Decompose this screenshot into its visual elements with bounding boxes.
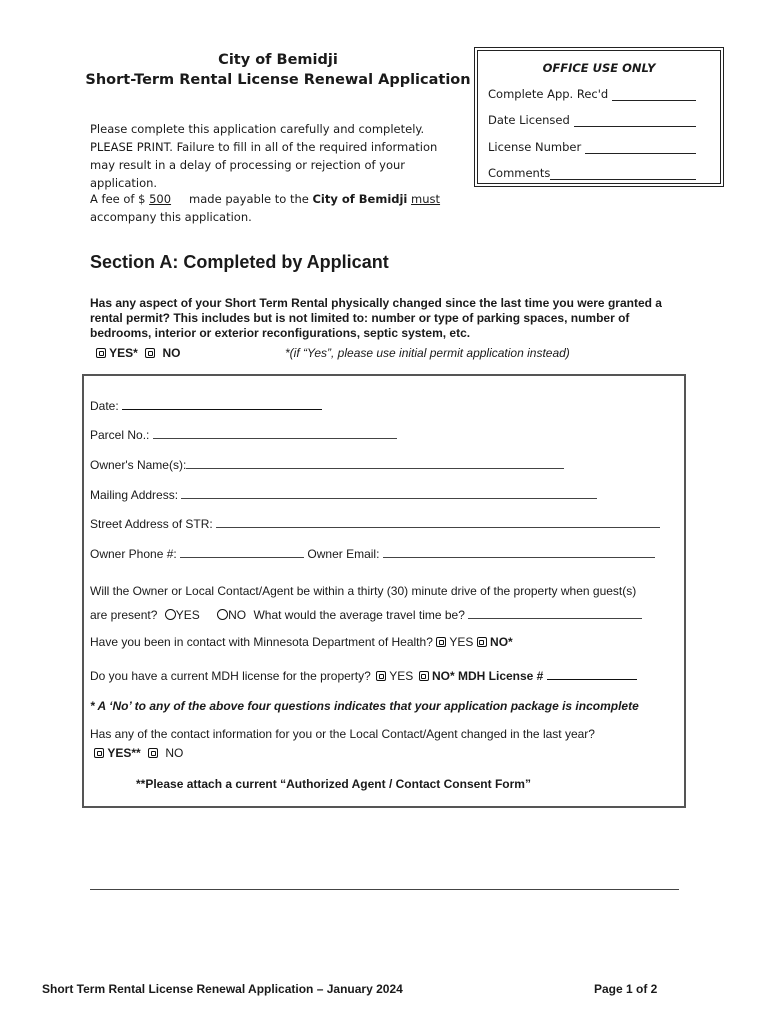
license-number-label: License Number — [488, 140, 582, 154]
mdh-license-yes-label: YES — [389, 669, 414, 683]
mdh-contact-no-label: NO* — [490, 635, 513, 649]
mdh-license-yes-checkbox[interactable] — [376, 671, 386, 681]
street-field[interactable] — [216, 516, 660, 528]
fee-payee: City of Bemidji — [312, 192, 408, 206]
travel-label: What would the average travel time be? — [253, 608, 465, 622]
attach-form-note: **Please attach a current “Authorized Agent / Contact Consent Form” — [136, 777, 531, 791]
parcel-field[interactable] — [153, 427, 397, 439]
contact-changed-no-label: NO — [165, 746, 184, 760]
instructions-text: Please complete this application carefully and completely. PLEASE PRINT. Failure to fill in all of the required information may result in a delay of processing or rejection of your application. — [90, 122, 438, 190]
drive-no-label: NO — [228, 608, 247, 622]
drive-question-line1: Will the Owner or Local Contact/Agent be within a thirty (30) minute drive of the property when guest(s) — [90, 584, 637, 598]
changed-yes-checkbox[interactable] — [96, 348, 106, 358]
drive-question-label: are present? — [90, 608, 158, 622]
contact-changed-no-checkbox[interactable] — [148, 748, 158, 758]
fee-middle: made payable to the — [189, 192, 313, 206]
changed-no-label: NO — [162, 346, 181, 360]
mdh-license-no-label: NO* MDH License # — [431, 669, 544, 683]
fee-suffix: accompany this application. — [90, 210, 252, 224]
date-licensed-label: Date Licensed — [488, 113, 570, 127]
changed-note: *(if “Yes”, please use initial permit application instead) — [285, 346, 570, 360]
drive-yes-label: YES — [175, 608, 200, 622]
complete-app-row — [488, 87, 696, 101]
fee-prefix: A fee of $ — [90, 192, 150, 206]
mdh-contact-no-checkbox[interactable] — [477, 637, 487, 647]
date-field[interactable] — [122, 398, 322, 410]
license-number-row — [488, 140, 696, 154]
office-use-title: OFFICE USE ONLY — [542, 61, 656, 75]
mdh-license-label: Do you have a current MDH license for the property? — [90, 669, 371, 683]
date-licensed-row — [488, 113, 696, 127]
incomplete-warning: * A ‘No’ to any of the above four questions indicates that your application package is incomplete — [90, 699, 639, 713]
license-number-line[interactable] — [585, 141, 696, 154]
page-number: Page 1 of 2 — [594, 982, 658, 996]
parcel-row — [90, 427, 397, 442]
office-use-box — [474, 47, 724, 187]
drive-question-line2 — [90, 607, 642, 622]
owners-row — [90, 457, 564, 472]
phone-label: Owner Phone #: — [90, 547, 177, 561]
street-label: Street Address of STR: — [90, 517, 213, 531]
street-row — [90, 516, 660, 531]
email-field[interactable] — [383, 546, 655, 558]
date-licensed-line[interactable] — [574, 114, 696, 127]
mdh-contact-yes-label: YES — [449, 635, 474, 649]
owners-label: Owner's Name(s): — [90, 458, 187, 472]
changed-question: Has any aspect of your Short Term Rental physically changed since the last time you were granted a rental permit? This includes but is not limited to: number or type of parking spaces, number of bedrooms, interior or exterior reconfigurations, septic system, etc. — [90, 296, 662, 340]
mdh-contact-yes-checkbox[interactable] — [436, 637, 446, 647]
footer-title: Short Term Rental License Renewal Application – January 2024 — [42, 982, 403, 996]
parcel-label: Parcel No.: — [90, 428, 150, 442]
mdh-license-number-field[interactable] — [547, 668, 637, 680]
travel-field[interactable] — [468, 607, 642, 619]
contact-changed-question: Has any of the contact information for you or the Local Contact/Agent changed in the last year? — [90, 727, 595, 741]
mailing-label: Mailing Address: — [90, 488, 179, 502]
changed-options — [96, 346, 181, 360]
phone-field[interactable] — [180, 546, 304, 558]
section-a-heading: Section A: Completed by Applicant — [90, 252, 389, 272]
mdh-license-no-checkbox[interactable] — [419, 671, 429, 681]
changed-no-checkbox[interactable] — [145, 348, 155, 358]
complete-app-label: Complete App. Rec'd — [488, 87, 609, 101]
contact-changed-options — [94, 746, 183, 760]
fee-must: must — [411, 192, 441, 206]
date-row — [90, 398, 322, 413]
fee-statement — [90, 190, 465, 226]
page-divider — [90, 889, 679, 890]
email-label: Owner Email: — [307, 547, 380, 561]
mdh-contact-row — [90, 635, 513, 649]
comments-line[interactable] — [550, 167, 696, 180]
form-title: Short-Term Rental License Renewal Application — [85, 72, 471, 88]
changed-yes-label: YES* — [109, 346, 138, 360]
drive-yes-radio[interactable] — [165, 609, 176, 620]
mdh-contact-label: Have you been in contact with Minnesota Department of Health? — [90, 635, 433, 649]
fee-amount: 500 — [149, 192, 172, 206]
owners-field[interactable] — [186, 457, 564, 469]
mdh-license-row — [90, 668, 637, 683]
mailing-field[interactable] — [181, 487, 597, 499]
mailing-row — [90, 487, 597, 502]
comments-row — [488, 166, 696, 180]
city-name: City of Bemidji — [218, 52, 338, 68]
date-label: Date: — [90, 399, 119, 413]
contact-row — [90, 546, 655, 561]
contact-changed-yes-checkbox[interactable] — [94, 748, 104, 758]
comments-label: Comments — [488, 166, 551, 180]
complete-app-line[interactable] — [612, 88, 696, 101]
drive-no-radio[interactable] — [217, 609, 228, 620]
contact-changed-yes-label: YES** — [107, 746, 141, 760]
